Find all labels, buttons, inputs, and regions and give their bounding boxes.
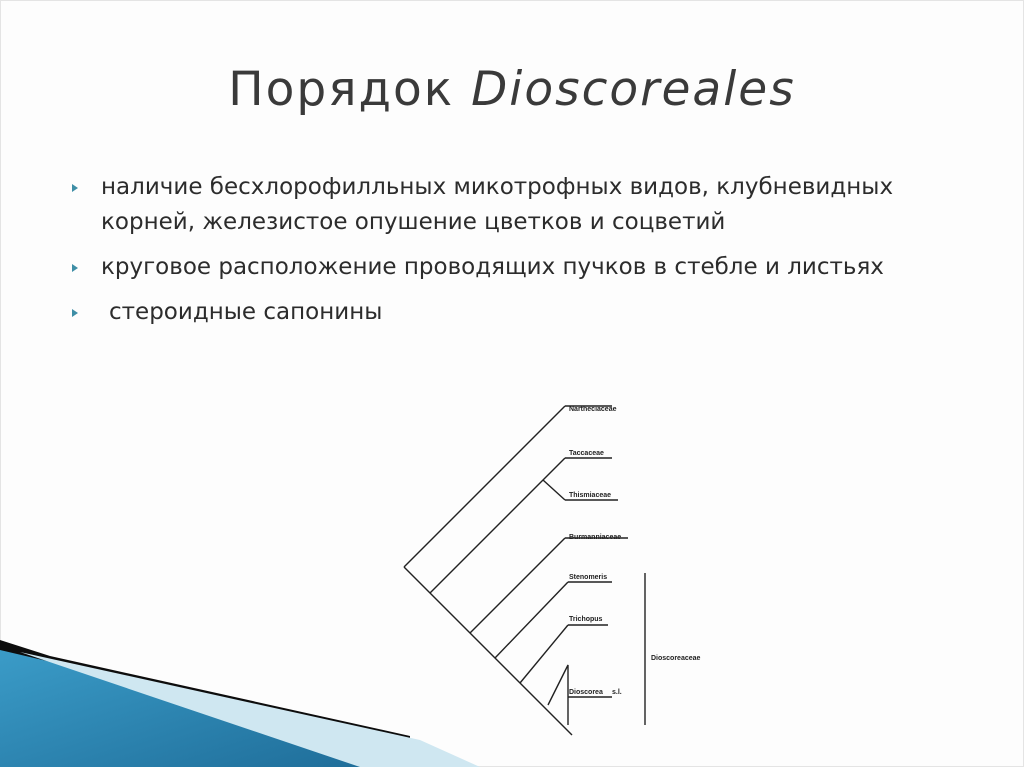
- taxon-label: Burmanniaceae: [569, 534, 622, 541]
- branch-burmanniaceae: [470, 538, 565, 633]
- title-italic: Dioscoreales: [471, 62, 796, 117]
- clade-dioscorea: [548, 665, 568, 725]
- branch-trichopus: [520, 625, 568, 683]
- bullet-text: круговое расположение проводящих пучков в стебле и листьях: [101, 254, 884, 280]
- taxon-label: Thismiaceae: [569, 492, 612, 499]
- branch-thismiaceae: [543, 480, 565, 500]
- taxon-label: Taccaceae: [569, 450, 604, 457]
- title-plain: Порядок: [228, 62, 472, 117]
- branch-taccaceae: [430, 458, 565, 593]
- bullet-text: стероидные сапонины: [109, 299, 383, 325]
- taxon-label: Dioscorea: [569, 689, 603, 696]
- bullet-text: наличие бесхлорофилльных микотрофных видов, клубневидных корней, железистое опушение цветков и соцветий: [101, 174, 894, 235]
- taxon-label: Stenomeris: [569, 574, 608, 581]
- taxon-label: Nartheciaceae: [569, 406, 617, 413]
- taxon-label-suffix: s.l.: [612, 689, 622, 696]
- branch-stenomeris: [495, 582, 568, 658]
- taxon-label: Trichopus: [569, 616, 603, 623]
- group-label: Dioscoreaceae: [651, 655, 701, 662]
- branch-nartheciaceae: [404, 406, 565, 567]
